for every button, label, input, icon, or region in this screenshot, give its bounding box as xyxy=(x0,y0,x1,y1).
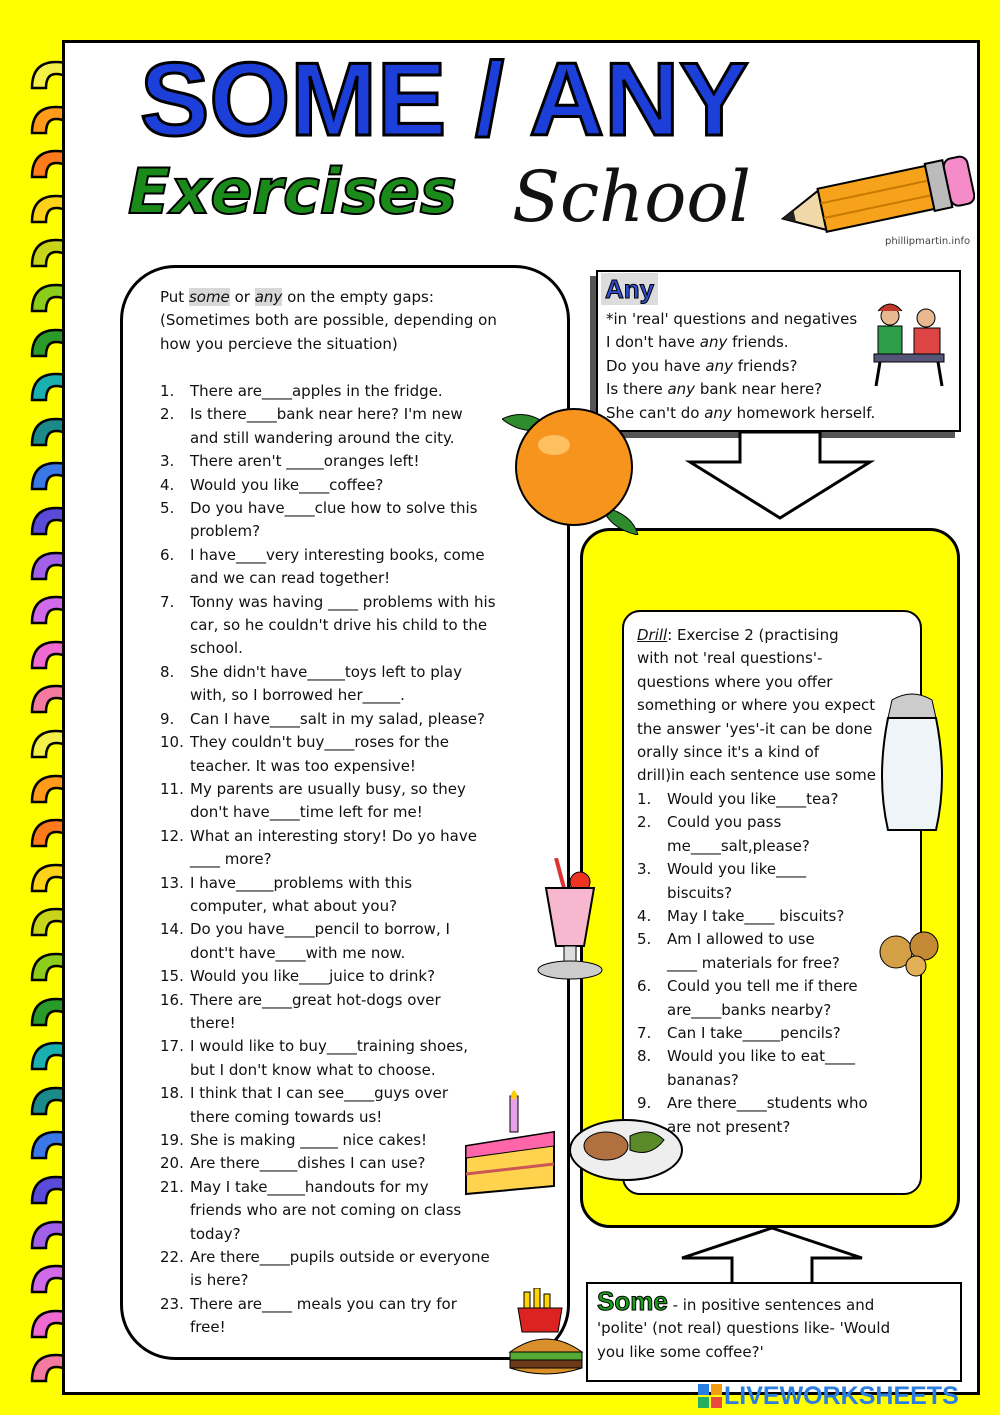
item-text: Do you have____clue how to solve this xyxy=(190,499,478,518)
instructions: Put some or any on the empty gaps: (Sometimes both are possible, depending on how you percieve the situation) xyxy=(160,288,497,353)
list-item xyxy=(160,918,540,965)
item-number: 5. xyxy=(637,930,652,949)
any-rule-text: *in 'real' questions and negatives I don't have any friends. Do you have any friends? Is there any bank near here? She can't do any homework herself. xyxy=(606,310,876,422)
list-item xyxy=(160,731,540,778)
item-text: I would like to buy____training shoes, xyxy=(190,1037,469,1056)
list-item xyxy=(160,474,540,497)
item-number: 9. xyxy=(160,709,175,728)
item-number: 13. xyxy=(160,873,184,892)
orange-icon xyxy=(502,405,642,535)
item-text: Am I allowed to use xyxy=(667,930,815,949)
item-text: are not present? xyxy=(667,1117,791,1136)
dish-icon xyxy=(566,1106,686,1186)
list-item xyxy=(637,905,907,928)
arrow-down-icon xyxy=(680,432,880,522)
item-number: 10. xyxy=(160,733,184,752)
item-text: Do you have____pencil to borrow, I xyxy=(190,920,450,939)
list-item xyxy=(637,858,907,905)
item-text: and we can read together! xyxy=(190,569,391,588)
item-text: Would you like____tea? xyxy=(667,790,839,808)
list-item xyxy=(160,1035,540,1082)
item-number: 4. xyxy=(160,475,175,494)
item-number: 15. xyxy=(160,967,184,986)
cake-slice-icon xyxy=(462,1090,562,1200)
item-text: but I don't know what to choose. xyxy=(190,1060,436,1079)
list-item xyxy=(637,1022,907,1045)
item-text: My parents are usually busy, so they xyxy=(190,779,466,798)
item-text: Is there____bank near here? I'm new xyxy=(190,405,463,424)
item-text: me____salt,please? xyxy=(667,836,810,855)
item-text: computer, what about you? xyxy=(190,896,398,915)
drill-list xyxy=(637,788,907,1139)
drill-intro-line: questions where you offer xyxy=(637,672,833,691)
item-number: 18. xyxy=(160,1084,184,1103)
any-heading: Any xyxy=(601,273,658,305)
item-text: What an interesting story! Do yo have xyxy=(190,826,477,845)
list-item xyxy=(637,1045,907,1092)
list-item xyxy=(160,591,540,661)
item-text: May I take_____handouts for my xyxy=(190,1177,429,1196)
item-number: 20. xyxy=(160,1154,184,1173)
topic-school: School xyxy=(512,156,751,238)
item-text: I have_____problems with this xyxy=(190,873,413,892)
item-text: problem? xyxy=(190,522,261,541)
list-item xyxy=(160,708,540,731)
list-item xyxy=(160,450,540,473)
item-text: teacher. It was too expensive! xyxy=(190,756,416,775)
list-item xyxy=(160,544,540,591)
item-text: are____banks nearby? xyxy=(667,1000,832,1019)
item-number: 8. xyxy=(637,1047,652,1066)
item-text: Could you tell me if there xyxy=(667,977,858,996)
item-text: ____ materials for free? xyxy=(667,953,840,972)
list-item xyxy=(160,661,540,708)
item-text: car, so he couldn't drive his child to the xyxy=(190,616,488,635)
item-text: She is making _____ nice cakes! xyxy=(190,1131,428,1149)
item-text: There are____apples in the fridge. xyxy=(190,382,443,400)
list-item xyxy=(160,989,540,1036)
item-text: There are____great hot-dogs over xyxy=(190,990,441,1009)
item-number: 22. xyxy=(160,1248,184,1267)
item-text: May I take____ biscuits? xyxy=(667,907,845,926)
item-text: Could you pass xyxy=(667,813,782,832)
item-text: school. xyxy=(190,639,243,658)
item-number: 21. xyxy=(160,1177,184,1196)
list-item xyxy=(160,965,540,988)
item-text: and still wandering around the city. xyxy=(190,428,455,447)
item-number: 8. xyxy=(160,662,175,681)
students-clipart-icon xyxy=(868,296,958,391)
liveworksheets-logo-icon xyxy=(698,1384,722,1408)
item-number: 2. xyxy=(160,405,175,424)
item-number: 14. xyxy=(160,920,184,939)
some-heading: Some xyxy=(597,1286,668,1316)
item-number: 7. xyxy=(637,1024,652,1043)
list-item xyxy=(160,403,540,450)
item-text: I think that I can see____guys over xyxy=(190,1084,449,1103)
pencil-icon xyxy=(770,150,975,235)
item-number: 16. xyxy=(160,990,184,1009)
item-text: today? xyxy=(190,1224,241,1243)
item-text: Are there____students who xyxy=(667,1094,868,1113)
item-text: There are____ meals you can try for xyxy=(190,1294,457,1313)
item-number: 5. xyxy=(160,499,175,518)
item-text: bananas? xyxy=(667,1070,739,1089)
list-item xyxy=(160,778,540,825)
item-text: I have____very interesting books, come xyxy=(190,545,485,564)
item-text: free! xyxy=(190,1318,226,1337)
some-rule-text: Some - in positive sentences and 'polite' (not real) questions like- 'Would you like some coffee?' xyxy=(597,1286,891,1361)
item-text: Are there____pupils outside or everyone xyxy=(190,1248,490,1267)
item-text: Would you like____juice to drink? xyxy=(190,967,436,986)
watermark: LIVEWORKSHEETS xyxy=(698,1382,998,1412)
item-number: 4. xyxy=(637,907,652,926)
item-text: She didn't have_____toys left to play xyxy=(190,662,462,681)
item-text: There aren't _____oranges left! xyxy=(190,452,420,471)
page-title: SOME / ANY xyxy=(140,42,749,158)
item-text: Would you like____ xyxy=(667,860,807,879)
salt-shaker-icon xyxy=(862,690,962,840)
item-number: 6. xyxy=(160,545,175,564)
list-item xyxy=(160,825,540,872)
item-text: with, so I borrowed her_____. xyxy=(190,686,405,705)
item-text: Would you like to eat____ xyxy=(667,1047,856,1066)
subtitle-exercises: Exercises xyxy=(128,155,457,228)
item-number: 17. xyxy=(160,1037,184,1056)
milkshake-icon xyxy=(520,858,620,986)
drill-intro-line: something or where you expect xyxy=(637,696,876,715)
drill-intro-line: orally since it's a kind of xyxy=(637,743,820,762)
item-text: Can I have____salt in my salad, please? xyxy=(190,709,485,728)
list-item xyxy=(160,1293,540,1340)
item-text: They couldn't buy____roses for the xyxy=(190,733,449,752)
item-number: 9. xyxy=(637,1094,652,1113)
item-text: there! xyxy=(190,1013,236,1032)
list-item xyxy=(637,975,907,1022)
item-number: 11. xyxy=(160,779,184,798)
item-text: Are there_____dishes I can use? xyxy=(190,1154,426,1173)
item-text: Would you like____coffee? xyxy=(190,475,384,494)
arrow-up-icon xyxy=(672,1226,872,1286)
drill-intro-line: the answer 'yes'-it can be done xyxy=(637,719,873,738)
drill-intro-line: : Exercise 2 (practising xyxy=(667,626,839,644)
item-text: don't have____time left for me! xyxy=(190,803,423,822)
item-text: is here? xyxy=(190,1271,249,1290)
item-number: 19. xyxy=(160,1131,184,1149)
item-number: 3. xyxy=(160,452,175,471)
image-credit: phillipmartin.info xyxy=(885,236,971,247)
list-item xyxy=(160,497,540,544)
list-item xyxy=(160,872,540,919)
item-text: Can I take_____pencils? xyxy=(667,1024,841,1043)
list-item xyxy=(160,380,540,403)
item-text: ____ more? xyxy=(190,850,272,869)
item-number: 3. xyxy=(637,860,652,879)
item-number: 23. xyxy=(160,1294,184,1313)
fast-food-icon xyxy=(504,1288,594,1378)
item-text: biscuits? xyxy=(667,883,733,902)
item-number: 6. xyxy=(637,977,652,996)
item-text: friends who are not coming on class xyxy=(190,1201,462,1220)
item-text: dont't have____with me now. xyxy=(190,943,406,962)
drill-intro-line: with not 'real questions'- xyxy=(637,649,823,668)
item-number: 12. xyxy=(160,826,184,845)
item-number: 1. xyxy=(637,790,652,808)
drill-label: Drill xyxy=(637,626,668,644)
drill-intro-line: drill)in each sentence use some xyxy=(637,766,876,785)
item-text: there coming towards us! xyxy=(190,1107,383,1126)
list-item xyxy=(637,928,907,975)
item-number: 1. xyxy=(160,382,175,400)
item-number: 2. xyxy=(637,813,652,832)
item-number: 7. xyxy=(160,592,175,611)
cookies-icon xyxy=(872,920,952,980)
item-text: Tonny was having ____ problems with his xyxy=(190,592,496,611)
list-item xyxy=(160,1246,540,1293)
